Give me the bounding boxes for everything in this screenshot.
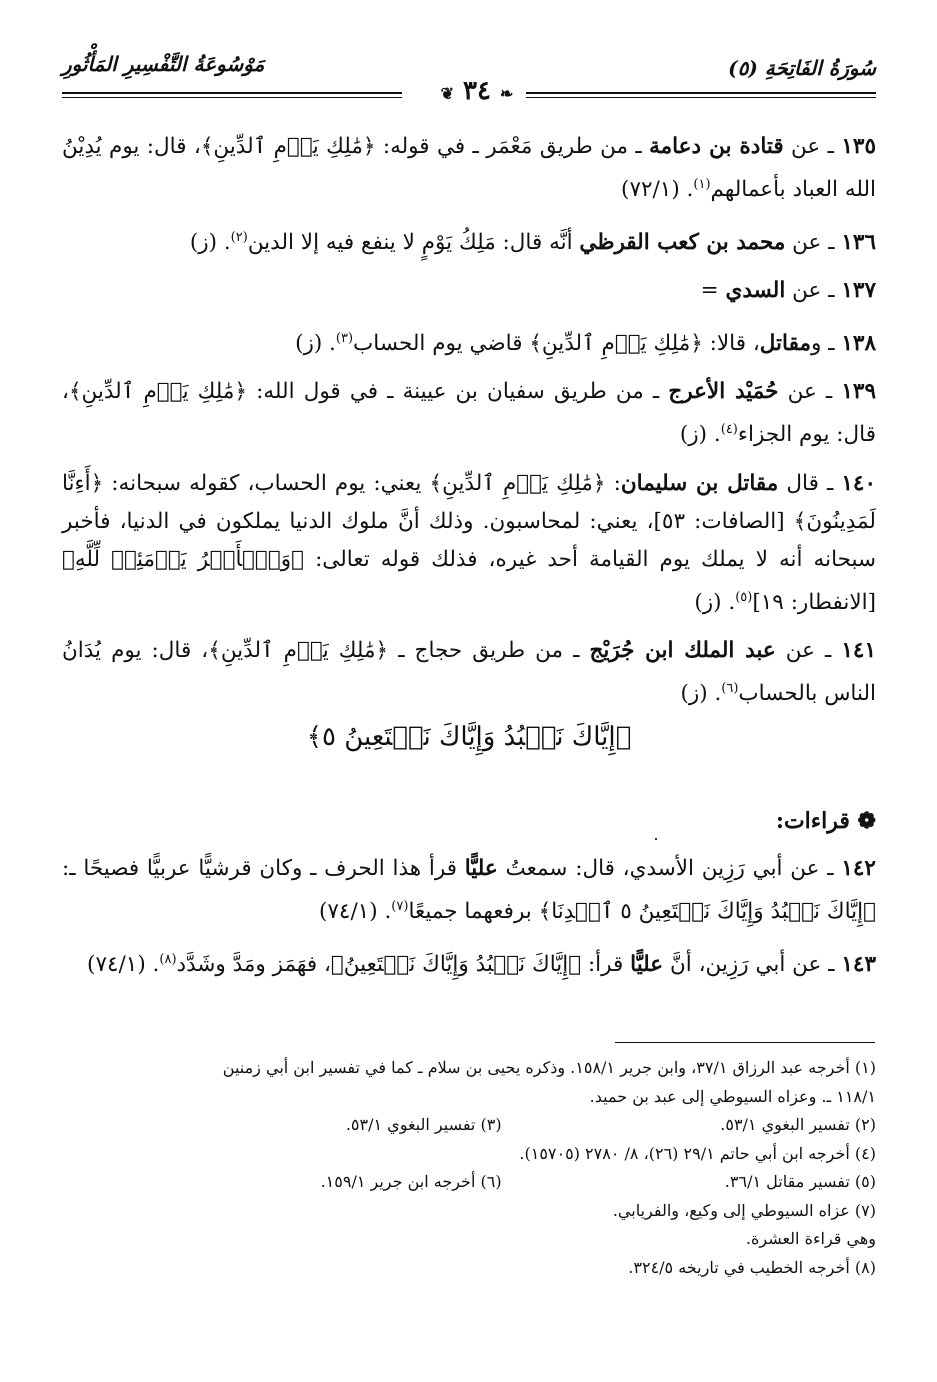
- narration: ١٣٧ ـ عن السدي =: [700, 278, 876, 304]
- footnote-ref[interactable]: (٥): [735, 589, 753, 605]
- footnote-ref[interactable]: (٦): [721, 680, 739, 696]
- narrations: [62, 128, 876, 723]
- footnote: (٢) تفسير البغوي ٥٣/١.: [720, 1115, 876, 1134]
- reading: ١٤٢ ـ عن أبي رَزِين الأسدي، قال: سمعتُ عليًّا قرأ هذا الحرف ـ وكان قرشيًّا عربيًّا فصيحًا ـ: ﴿إِيَّاكَ نَعۡبُدُ وَإِيَّاكَ نَسۡتَعِينُ ٥ ٱهۡدِنَا﴾ برفعهما جميعًا$^{(٧)}$. (٧٤/١): [62, 856, 876, 925]
- footnote-ref[interactable]: (١): [693, 177, 711, 192]
- page-number-value: ٣٤: [463, 76, 491, 106]
- narration: ١٣٨ ـ ومقاتل، قالا: ﴿مَٰلِكِ يَوۡمِ ٱلدِّينِ﴾ قاضي يوم الحساب$^{(٣)}$. (ز): [295, 331, 876, 357]
- narration: ١٣٦ ـ عن محمد بن كعب القرظي أنَّه قال: مَلِكُ يَوْمٍ لا ينفع فيه إلا الدين$^{(٢)}$. (ز): [189, 230, 876, 256]
- footnote: (٣) تفسير البغوي ٥٣/١.: [345, 1115, 502, 1134]
- narration: ١٤١ ـ عن عبد الملك ابن جُرَيْج ـ من طريق حجاج ـ ﴿مَٰلِكِ يَوۡمِ ٱلدِّينِ﴾، قال: يوم يُدَانُ الناس بالحساب$^{(٦)}$. (ز): [62, 637, 877, 706]
- header-rule-left: [62, 92, 402, 94]
- surah-title: سُورَةُ الفَاتِحَةِ (٥): [728, 56, 876, 80]
- footnote: (١) أخرجه عبد الرزاق ٣٧/١، وابن جرير ١٥٨/١. وذكره يحيى بن سلام ـ كما في تفسير ابن أبي زمنين: [222, 1058, 876, 1077]
- footnote-ref[interactable]: (٢): [230, 230, 248, 246]
- footnote: (٦) أخرجه ابن جرير ١٥٩/١.: [320, 1172, 502, 1191]
- header-rule-right: [526, 92, 876, 94]
- footnote: وهي قراءة العشرة.: [745, 1229, 876, 1248]
- running-header: [62, 52, 876, 106]
- footnote: (٧) عزاه السيوطي إلى وكيع، والفريابي.: [612, 1200, 876, 1220]
- footnote-separator: [615, 1042, 875, 1043]
- reading: ١٤٣ ـ عن أبي رَزِين، أنَّ عليًّا قرأ: ﴿إِيَّاكَ نَعۡبُدُ وَإِيَّاكَ نَسۡتَعِينُ﴾، فهَمَز ومَدَّ وشَدَّد$^{(٨)}$. (٧٤/١): [87, 952, 876, 978]
- footnote-pair: [62, 1168, 876, 1197]
- footnote-pair: [62, 1111, 876, 1140]
- footnote: (٥) تفسير مقاتل ٣٦/١.: [724, 1172, 876, 1191]
- page-number: [422, 76, 532, 106]
- narration: ١٣٥ ـ عن قتادة بن دعامة ـ من طريق مَعْمَر ـ في قوله: ﴿مَٰلِكِ يَوۡمِ ٱلدِّينِ﴾، قال: يوم يُدِيْنُ الله العباد بأعمالهم$^{(١)}$. (٧٢/١): [62, 134, 876, 203]
- ornament-icon: ❦: [440, 84, 454, 103]
- section-heading: ❁ قراءات:: [775, 808, 876, 834]
- footnote-ref[interactable]: (٨): [159, 952, 177, 968]
- footnote-ref[interactable]: (٤): [720, 422, 738, 438]
- footnote: (٨) أخرجه الخطيب في تاريخه ٣٢٤/٥.: [628, 1257, 876, 1277]
- book-title: مَوْسُوعَةُ التَّفْسِيرِ المَأْثُورِ: [62, 52, 265, 76]
- footnote: (٤) أخرجه ابن أبي حاتم ٢٩/١ (٢٦)، ٨/ ٢٧٨٠ (١٥٧٠٥).: [519, 1143, 876, 1163]
- footnote-ref[interactable]: (٧): [391, 899, 409, 914]
- readings: [62, 850, 876, 994]
- narration: ١٤٠ ـ قال مقاتل بن سليمان: ﴿مَٰلِكِ يَوۡمِ ٱلدِّينِ﴾ يعني: يوم الحساب، كقوله سبحانه: ﴿أَءِنَّا لَمَدِينُونَ﴾ [الصافات: ٥٣]، يعني: لمحاسبون. وذلك أنَّ ملوك الدنيا يملكون في الدنيا، فأخبر سبحانه أنه لا يملك يوم القيامة أحد غيره، فذلك قوله تعالى: ﴿وَٱلۡأَمۡرُ يَوۡمَئِذٖ لِّلَّهِ﴾ [الانفطار: ١٩]$^{(٥)}$. (ز): [62, 470, 876, 615]
- footnotes: [62, 1054, 876, 1282]
- footnote: ١١٨/١ ـ. وعزاه السيوطي إلى عبد بن حميد.: [589, 1086, 876, 1106]
- narration: ١٣٩ ـ عن حُمَيْد الأعرج ـ من طريق سفيان بن عيينة ـ في قول الله: ﴿مَٰلِكِ يَوۡمِ ٱلدِّينِ﴾، قال: يوم الجزاء$^{(٤)}$. (ز): [62, 379, 876, 448]
- footnote-ref[interactable]: (٣): [335, 331, 354, 347]
- verse-heading: ﴿إِيَّاكَ نَعۡبُدُ وَإِيَّاكَ نَسۡتَعِينُ ٥﴾: [306, 722, 632, 752]
- print-speck: [655, 838, 657, 840]
- ornament-icon: ❧: [500, 84, 514, 103]
